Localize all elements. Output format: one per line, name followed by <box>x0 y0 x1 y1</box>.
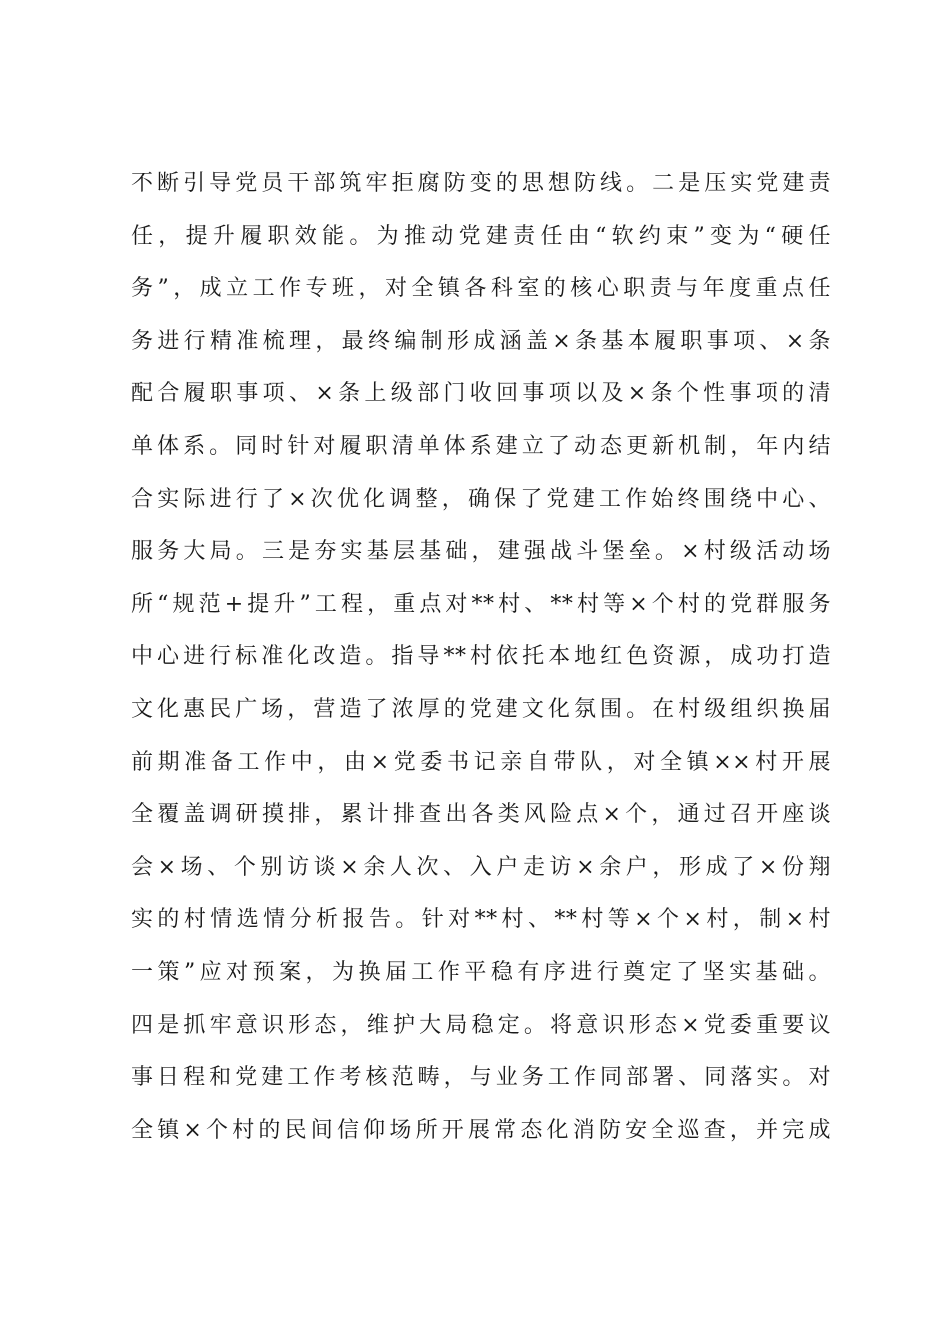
text-line-11: 文化惠民广场，营造了浓厚的党建文化氛围。在村级组织换届 <box>131 696 831 722</box>
text-line-5: 配合履职事项、×条上级部门收回事项以及×条个性事项的清 <box>131 381 831 407</box>
text-line-2: 任，提升履职效能。为推动党建责任由“软约束”变为“硬任 <box>131 223 831 249</box>
text-line-14: 会×场、个别访谈×余人次、入户走访×余户，形成了×份翔 <box>131 854 831 880</box>
text-line-18: 事日程和党建工作考核范畴，与业务工作同部署、同落实。对 <box>131 1065 831 1091</box>
body-paragraph <box>131 158 831 1157</box>
text-line-13: 全覆盖调研摸排，累计排查出各类风险点×个，通过召开座谈 <box>131 802 831 828</box>
text-line-1: 不断引导党员干部筑牢拒腐防变的思想防线。二是压实党建责 <box>131 171 831 196</box>
text-line-7: 合实际进行了×次优化调整，确保了党建工作始终围绕中心、 <box>131 486 831 512</box>
text-line-8: 服务大局。三是夯实基层基础，建强战斗堡垒。×村级活动场 <box>131 539 831 565</box>
text-line-15: 实的村情选情分析报告。针对**村、**村等×个×村，制×村 <box>131 907 831 933</box>
text-line-9: 所“规范+提升”工程，重点对**村、**村等×个村的党群服务 <box>131 591 831 617</box>
text-line-3: 务”，成立工作专班，对全镇各科室的核心职责与年度重点任 <box>131 276 831 302</box>
text-line-19: 全镇×个村的民间信仰场所开展常态化消防安全巡查，并完成 <box>131 1117 831 1143</box>
text-line-16: 一策”应对预案，为换届工作平稳有序进行奠定了坚实基础。 <box>131 959 831 985</box>
text-line-6: 单体系。同时针对履职清单体系建立了动态更新机制，年内结 <box>131 433 831 459</box>
text-line-17: 四是抓牢意识形态，维护大局稳定。将意识形态×党委重要议 <box>131 1012 831 1038</box>
text-line-10: 中心进行标准化改造。指导**村依托本地红色资源，成功打造 <box>131 644 831 670</box>
text-line-4: 务进行精准梳理，最终编制形成涵盖×条基本履职事项、×条 <box>131 328 831 354</box>
text-line-12: 前期准备工作中，由×党委书记亲自带队，对全镇××村开展 <box>131 749 831 775</box>
